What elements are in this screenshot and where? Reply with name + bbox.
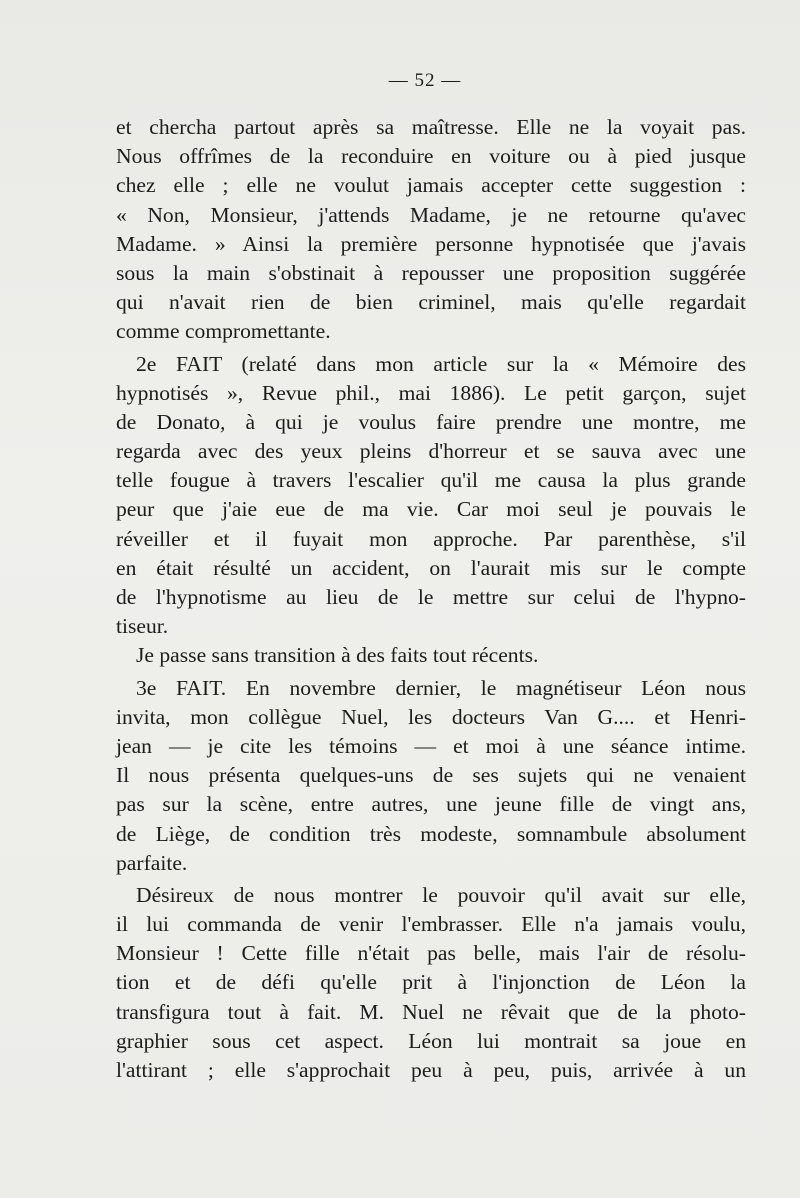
- text-line: qui n'avait rien de bien criminel, mais qu'elle regardait: [116, 290, 746, 315]
- text-line: graphier sous cet aspect. Léon lui montrait sa joue en: [116, 1028, 746, 1053]
- text-line: de Donato, à qui je voulus faire prendre une montre, me: [116, 409, 746, 434]
- text-line: de l'hypnotisme au lieu de le mettre sur celui de l'hypno-: [116, 585, 746, 609]
- text-line: « Non, Monsieur, j'attends Madame, je ne retourne qu'avec: [116, 202, 746, 227]
- text-line: réveiller et il fuyait mon approche. Par parenthèse, s'il: [116, 526, 746, 551]
- text-line: jean — je cite les témoins — et moi à une séance intime.: [116, 733, 746, 758]
- text-line: il lui commanda de venir l'embrasser. Elle n'a jamais voulu,: [116, 912, 746, 937]
- text-line: Monsieur ! Cette fille n'était pas belle, mais l'air de résolu-: [116, 941, 746, 966]
- paragraph: [116, 113, 746, 347]
- text-line: tion et de défi qu'elle prit à l'injonction de Léon la: [116, 970, 746, 995]
- text-line: 2e FAIT (relaté dans mon article sur la « Mémoire des: [136, 351, 746, 376]
- text-line: transfigura tout à fait. M. Nuel ne rêvait que de la photo-: [116, 999, 746, 1024]
- text-line: peur que j'aie eue de ma vie. Car moi seul je pouvais le: [116, 497, 746, 522]
- paragraph: [116, 641, 746, 670]
- text-line: chez elle ; elle ne voulut jamais accepter cette suggestion :: [116, 173, 746, 198]
- text-line: 3e FAIT. En novembre dernier, le magnétiseur Léon nous: [136, 675, 746, 700]
- text-line: hypnotisés », Revue phil., mai 1886). Le petit garçon, sujet: [116, 380, 746, 405]
- text-line: telle fougue à travers l'escalier qu'il me causa la plus grande: [116, 468, 746, 493]
- text-line: invita, mon collègue Nuel, les docteurs Van G.... et Henri-: [116, 704, 746, 729]
- text-line: pas sur la scène, entre autres, une jeune fille de vingt ans,: [116, 792, 746, 817]
- text-line: de Liège, de condition très modeste, somnambule absolument: [116, 821, 746, 846]
- text-line: et chercha partout après sa maîtresse. Elle ne la voyait pas.: [116, 115, 746, 139]
- text-body: [116, 113, 746, 1085]
- text-line: l'attirant ; elle s'approchait peu à peu, puis, arrivée à un: [116, 1058, 746, 1082]
- text-line: Désireux de nous montrer le pouvoir qu'il avait sur elle,: [136, 882, 746, 907]
- page-number: — 52 —: [388, 70, 462, 91]
- text-line: parfaite.: [116, 850, 188, 875]
- text-line: comme compromettante.: [116, 319, 331, 344]
- text-line: en était résulté un accident, on l'aurait mis sur le compte: [116, 555, 746, 580]
- text-line: Je passe sans transition à des faits tout récents.: [136, 643, 539, 668]
- paragraph: [116, 881, 746, 1085]
- paragraph: [116, 674, 746, 878]
- text-line: Nous offrîmes de la reconduire en voiture ou à pied jusque: [116, 144, 746, 169]
- text-line: Madame. » Ainsi la première personne hypnotisée que j'avais: [116, 231, 746, 256]
- paragraph: [116, 350, 746, 642]
- text-line: regarda avec des yeux pleins d'horreur et se sauva avec une: [116, 439, 746, 464]
- text-line: Il nous présenta quelques-uns de ses sujets qui ne venaient: [116, 763, 746, 788]
- text-line: sous la main s'obstinait à repousser une proposition suggérée: [116, 260, 746, 285]
- text-line: tiseur.: [116, 614, 169, 639]
